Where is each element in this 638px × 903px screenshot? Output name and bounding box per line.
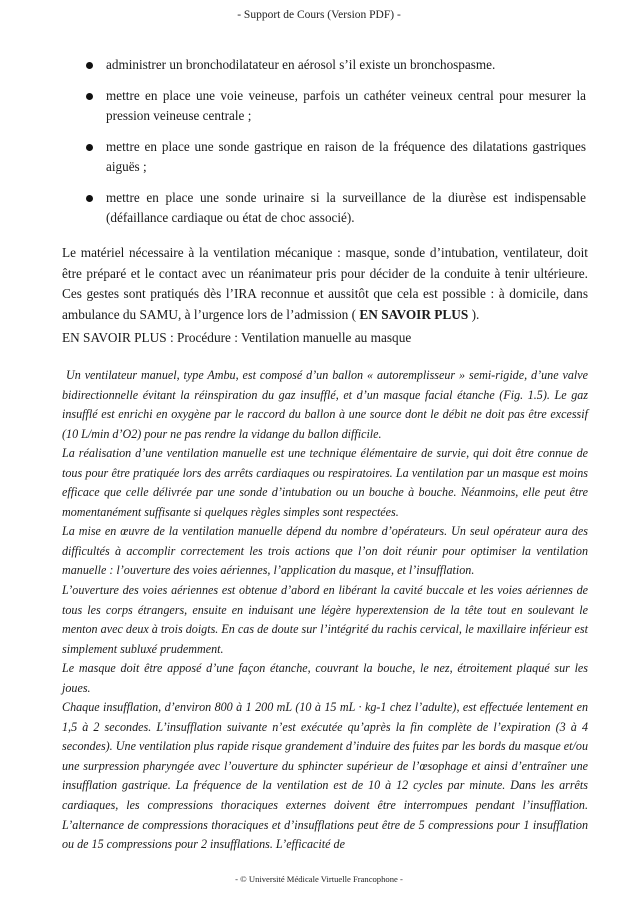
- list-item: [0, 188, 638, 228]
- procedure-text: [62, 366, 588, 855]
- body-paragraph: [62, 243, 588, 325]
- paragraph-text: Le matériel nécessaire à la ventilation mécanique : masque, sonde d’intubation, ventilateur, doit être préparé et le contact avec un réanimateur pris pour décider de la conduite à tenir ultérieure. Ces gestes sont pratiqués dès l’IRA reconnue et aussitôt que cela est possible : à domicile, dans ambulance du SAMU, à l’urgence lors de l’admission (: [62, 245, 588, 322]
- en-savoir-plus-link[interactable]: EN SAVOIR PLUS: [359, 306, 469, 322]
- page-footer: - © Université Médicale Virtuelle Francophone -: [235, 874, 403, 884]
- bullet-dot-icon: [86, 93, 93, 100]
- procedure-paragraph: L’ouverture des voies aériennes est obtenue d’abord en libérant la cavité buccale et les voies aériennes de tous les corps étrangers, ensuite en induisant une légère hyperextension de la tête tout en soulevant le menton avec deux à trois doigts. En cas de doute sur l’intégrité du rachis cervical, le maxillaire inférieur est simplement subluxé prudemment.: [62, 583, 588, 656]
- page-header: - Support de Cours (Version PDF) -: [237, 9, 401, 21]
- list-item: [0, 55, 638, 75]
- procedure-paragraph: Le masque doit être apposé d’une façon étanche, couvrant la bouche, le nez, étroitement plaqué sur les joues.: [62, 661, 588, 695]
- bullet-text: mettre en place une voie veineuse, parfois un cathéter veineux central pour mesurer la pression veineuse centrale ;: [106, 88, 586, 123]
- section-heading: EN SAVOIR PLUS : Procédure : Ventilation manuelle au masque: [62, 330, 412, 345]
- procedure-paragraph: La réalisation d’une ventilation manuelle est une technique élémentaire de survie, qui doit être connue de tous pour être pratiquée lors des arrêts cardiaques ou respiratoires. La ventilation par un masque est moins efficace que celle délivrée par une sonde d’intubation ou un bouche à bouche. Néanmoins, elle peut être momentanément suffisante si quelques règles simples sont respectées.: [62, 446, 588, 519]
- procedure-paragraph: Chaque insufflation, d’environ 800 à 1 200 mL (10 à 15 mL · kg-1 chez l’adulte), est effectuée lentement en 1,5 à 2 secondes. L’insufflation suivante n’est exécutée qu’après la fin complète de l’expiration (3 à 4 secondes). Une ventilation plus rapide risque grandement d’induire des fuites par les bords du masque et/ou une surpression pharyngée avec l’ouverture du sphincter supérieur de l’œsophage et ainsi d’entraîner une insufflation gastrique. La fréquence de la ventilation est de 10 à 12 cycles par minute. Dans les arrêts cardiaques, les compressions thoraciques externes doivent être interrompues pendant l’insufflation. L’alternance de compressions thoraciques et d’insufflations peut être de 5 compressions pour 1 insufflation ou de 15 compressions pour 2 insufflations. L’efficacité de: [62, 700, 588, 852]
- bullet-dot-icon: [86, 195, 93, 202]
- bullet-list: [0, 55, 638, 239]
- paragraph-suffix: ).: [468, 306, 480, 322]
- bullet-text: mettre en place une sonde gastrique en raison de la fréquence des dilatations gastriques aiguës ;: [106, 139, 586, 174]
- bullet-text: administrer un bronchodilatateur en aérosol s’il existe un bronchospasme.: [106, 57, 496, 72]
- bullet-dot-icon: [86, 62, 93, 69]
- list-item: [0, 86, 638, 126]
- list-item: [0, 137, 638, 177]
- procedure-paragraph: La mise en œuvre de la ventilation manuelle dépend du nombre d’opérateurs. Un seul opérateur aura des difficultés à accomplir correctement les trois actions que l’on doit réunir pour optimiser la ventilation manuelle : l’ouverture des voies aériennes, l’application du masque, et l’insufflation.: [62, 524, 588, 578]
- procedure-paragraph: Un ventilateur manuel, type Ambu, est composé d’un ballon « autoremplisseur » semi-rigide, d’une valve bidirectionnelle évitant la réinspiration du gaz insufflé, et d’un masque facial étanche (Fig. 1.5). Le gaz insufflé est enrichi en oxygène par le raccord du ballon à une source dont le débit ne doit pas être excessif (10 L/min d’O2) pour ne pas rendre la vidange du ballon difficile.: [62, 368, 588, 441]
- bullet-dot-icon: [86, 144, 93, 151]
- bullet-text: mettre en place une sonde urinaire si la surveillance de la diurèse est indispensable (défaillance cardiaque ou état de choc associé).: [106, 190, 586, 225]
